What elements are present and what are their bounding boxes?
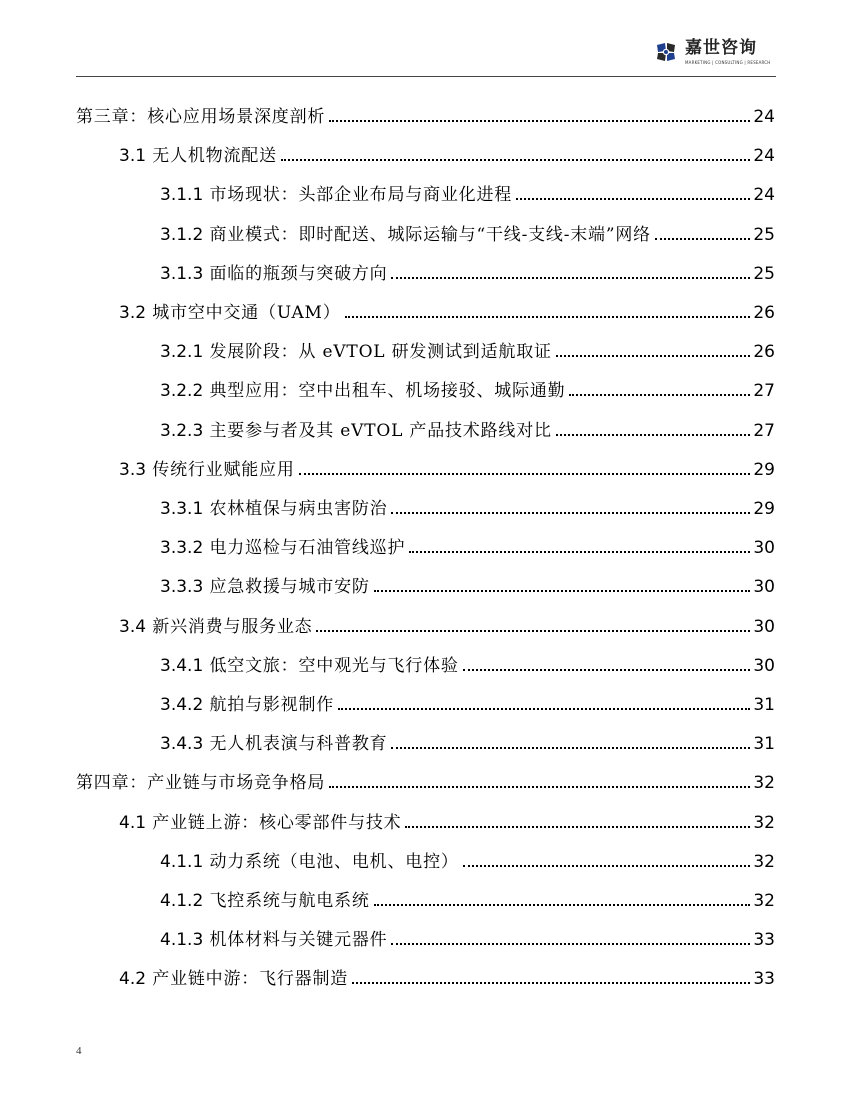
toc-entry-subsection[interactable] [160,495,775,519]
toc-entry-text: 农林植保与病虫害防治 [209,499,388,519]
toc-entry-title [160,734,387,754]
toc-entry-page: 33 [753,930,775,951]
toc-entry-page: 29 [753,459,775,480]
toc-entry-title [119,460,295,480]
toc-entry-text: 传统行业赋能应用 [152,459,295,480]
brand-name: 嘉世咨询 [685,38,757,58]
dot-leader [374,590,751,592]
toc-entry-number: 4.1.2 [160,891,204,911]
toc-entry-page: 30 [753,577,775,598]
dot-leader [556,355,751,357]
toc-entry-text: 应急救援与城市安防 [209,577,370,598]
dot-leader [329,786,750,788]
toc-entry-page: 24 [753,146,775,167]
toc-entry-subsection[interactable] [160,887,775,911]
dot-leader [329,120,750,122]
dot-leader [345,316,751,318]
toc-entry-number: 3.1.2 [160,224,204,245]
toc-entry-subsection[interactable] [160,338,775,362]
toc-entry-title [160,538,405,558]
toc-entry-text: 机体材料与关键元器件 [209,930,388,951]
brand-tagline: MARKETING | CONSULTING | RESEARCH [685,60,771,65]
dot-leader [374,904,751,906]
toc-entry-subsection[interactable] [160,221,775,245]
toc-entry-text: 发展阶段：从 eVTOL 研发测试到适航取证 [209,342,552,363]
toc-entry-page: 31 [753,734,775,755]
toc-entry-title [160,264,387,284]
toc-entry-text: 主要参与者及其 eVTOL 产品技术路线对比 [209,420,552,441]
dot-leader [391,943,750,945]
toc-entry-text: 城市空中交通（UAM） [152,303,341,323]
toc-entry-text: 第三章：核心应用场景深度剖析 [76,107,326,127]
toc-entry-subsection[interactable] [160,534,775,558]
toc-entry-page: 25 [753,263,775,284]
dot-leader [463,865,751,867]
toc-entry-title [160,499,387,519]
toc-entry-page: 30 [753,538,775,559]
toc-entry-page: 26 [753,342,775,363]
toc-entry-title [160,891,370,911]
dot-leader [316,630,750,632]
toc-entry-title [160,695,334,715]
toc-entry-text: 无人机表演与科普教育 [209,734,388,755]
toc-entry-section[interactable] [119,965,775,989]
toc-entry-subsection[interactable] [160,377,775,401]
toc-entry-page: 27 [753,381,775,402]
toc-entry-subsection[interactable] [160,730,775,754]
toc-entry-page: 25 [753,224,775,245]
toc-entry-page: 24 [753,107,775,127]
dot-leader [299,473,751,475]
toc-entry-number: 3.4.2 [160,695,204,715]
toc-entry-page: 31 [753,695,775,715]
toc-entry-number: 3.4.3 [160,734,204,755]
toc-entry-title [119,969,348,989]
page-number: 4 [76,1045,82,1057]
toc-entry-title [160,381,565,401]
toc-entry-text: 飞控系统与航电系统 [209,891,370,911]
toc-entry-number: 3.4.1 [160,655,204,676]
toc-entry-subsection[interactable] [160,691,775,715]
dot-leader [338,708,750,710]
toc-entry-page: 33 [753,969,775,990]
toc-entry-page: 26 [753,303,775,323]
toc-entry-subsection[interactable] [160,181,775,205]
toc-entry-page: 32 [753,851,775,872]
toc-entry-number: 3.3.2 [160,538,204,559]
toc-entry-subsection[interactable] [160,260,775,284]
toc-entry-number: 3.2.1 [160,342,204,363]
toc-entry-subsection[interactable] [160,848,775,872]
toc-entry-subsection[interactable] [160,417,775,441]
toc-entry-number: 3.2.3 [160,420,204,441]
dot-leader [391,512,750,514]
toc-entry-text: 新兴消费与服务业态 [152,616,313,637]
toc-entry-page: 32 [753,891,775,911]
toc-entry-subsection[interactable] [160,926,775,950]
toc-entry-number: 3.3.1 [160,499,204,519]
dot-leader [391,277,750,279]
toc-entry-title [119,146,277,166]
toc-entry-number: 3.4 [119,616,147,637]
toc-entry-chapter[interactable] [76,769,775,793]
toc-entry-number: 3.2.2 [160,381,204,402]
toc-entry-text: 低空文旅：空中观光与飞行体验 [209,655,459,676]
toc-entry-subsection[interactable] [160,652,775,676]
toc-entry-section[interactable] [119,456,775,480]
toc-entry-number: 3.1.1 [160,185,204,206]
toc-entry-section[interactable] [119,809,775,833]
dot-leader [516,198,750,200]
toc-entry-page: 30 [753,655,775,676]
toc-entry-title [160,852,459,872]
dot-leader [281,159,750,161]
toc-entry-section[interactable] [119,299,775,323]
toc-entry-text: 航拍与影视制作 [209,695,335,715]
toc-entry-title [160,342,552,362]
dot-leader [405,826,750,828]
toc-entry-title [76,773,325,793]
dot-leader [655,238,750,240]
toc-entry-page: 29 [753,499,775,519]
toc-entry-number: 4.1.3 [160,930,204,951]
dot-leader [391,747,750,749]
toc-entry-text: 电力巡检与石油管线巡护 [209,538,406,559]
toc-entry-text: 市场现状：头部企业布局与商业化进程 [209,185,513,206]
toc-entry-text: 动力系统（电池、电机、电控） [209,851,459,872]
toc-entry-title [160,656,459,676]
toc-entry-page: 32 [753,812,775,833]
toc-entry-subsection[interactable] [160,573,775,597]
dot-leader [352,982,750,984]
toc-entry-text: 面临的瓶颈与突破方向 [209,263,388,284]
toc-entry-title [160,421,552,441]
toc-entry-text: 第四章：产业链与市场竞争格局 [76,773,326,794]
toc-entry-title [119,617,312,637]
toc-entry-page: 27 [753,420,775,441]
toc-entry-section[interactable] [119,142,775,166]
toc-entry-title [160,930,387,950]
toc-entry-number: 3.3.3 [160,577,204,598]
toc-entry-title [119,813,401,833]
toc-entry-chapter[interactable] [76,103,775,127]
toc-entry-page: 32 [753,773,775,794]
toc-entry-number: 4.1 [119,812,147,833]
toc-entry-title [160,185,512,205]
toc-entry-number: 4.2 [119,969,147,990]
toc-entry-text: 典型应用：空中出租车、机场接驳、城际通勤 [209,381,566,402]
toc-entry-number: 3.1.3 [160,263,204,284]
toc-entry-text: 无人机物流配送 [152,146,277,167]
toc-entry-title [76,107,325,127]
dot-leader [569,394,750,396]
toc-entry-title [160,225,651,245]
toc-entry-section[interactable] [119,613,775,637]
toc-entry-page: 24 [753,185,775,206]
dot-leader [463,669,751,671]
toc-entry-page: 30 [753,616,775,637]
toc-entry-title [119,303,341,323]
dot-leader [556,434,751,436]
toc-entry-number: 3.3 [119,459,147,480]
toc-entry-number: 3.2 [119,303,147,323]
toc-entry-text: 商业模式：即时配送、城际运输与“干线-支线-末端”网络 [209,224,651,245]
toc-entry-number: 3.1 [119,146,147,167]
toc-entry-number: 4.1.1 [160,851,204,872]
dot-leader [409,551,750,553]
toc-entry-text: 产业链中游：飞行器制造 [152,969,349,990]
toc-entry-text: 产业链上游：核心零部件与技术 [152,812,402,833]
toc-entry-title [160,577,370,597]
